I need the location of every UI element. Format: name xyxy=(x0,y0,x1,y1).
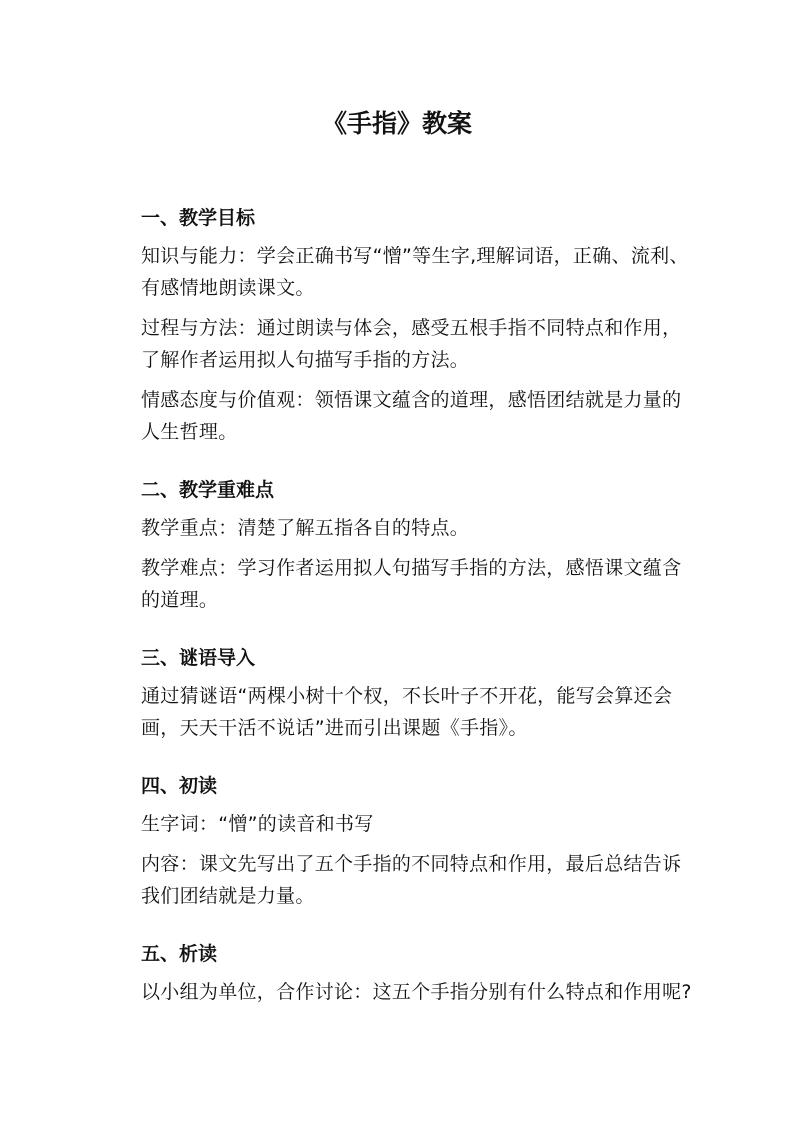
paragraph: 教学难点：学习作者运用拟人句描写手指的方法，感悟课文蕴含的道理。 xyxy=(141,557,682,611)
section-analysis-reading xyxy=(141,940,694,1008)
section-key-difficult-points xyxy=(141,476,694,616)
paragraph: 通过猜谜语“两棵小树十个杈，不长叶子不开花，能写会算还会画，天天干活不说话”进而引出课题《手指》。 xyxy=(141,685,673,739)
section-heading: 四、初读 xyxy=(141,775,218,797)
section-first-reading xyxy=(141,772,694,912)
paragraph: 教学重点：清楚了解五指各自的特点。 xyxy=(141,517,470,539)
section-heading: 二、教学重难点 xyxy=(141,479,275,501)
section-heading: 三、谜语导入 xyxy=(141,647,256,669)
paragraph: 知识与能力：学会正确书写“憎”等生字,理解词语，正确、流利、有感情地朗读课文。 xyxy=(141,245,689,299)
paragraph: 内容：课文先写出了五个手指的不同特点和作用，最后总结告诉我们团结就是力量。 xyxy=(141,853,682,907)
paragraph: 过程与方法：通过朗读与体会，感受五根手指不同特点和作用，了解作者运用拟人句描写手指的方法。 xyxy=(141,317,682,371)
section-riddle-intro xyxy=(141,644,694,744)
paragraph: 以小组为单位，合作讨论：这五个手指分别有什么特点和作用呢? xyxy=(141,981,692,1003)
paragraph: 生字词：“憎”的读音和书写 xyxy=(141,813,374,835)
document-title: 《手指》教案 xyxy=(321,109,472,138)
section-teaching-goals xyxy=(141,204,694,448)
section-heading: 五、析读 xyxy=(141,943,218,965)
section-heading: 一、教学目标 xyxy=(141,207,256,229)
paragraph: 情感态度与价值观：领悟课文蕴含的道理，感悟团结就是力量的人生哲理。 xyxy=(141,389,682,443)
